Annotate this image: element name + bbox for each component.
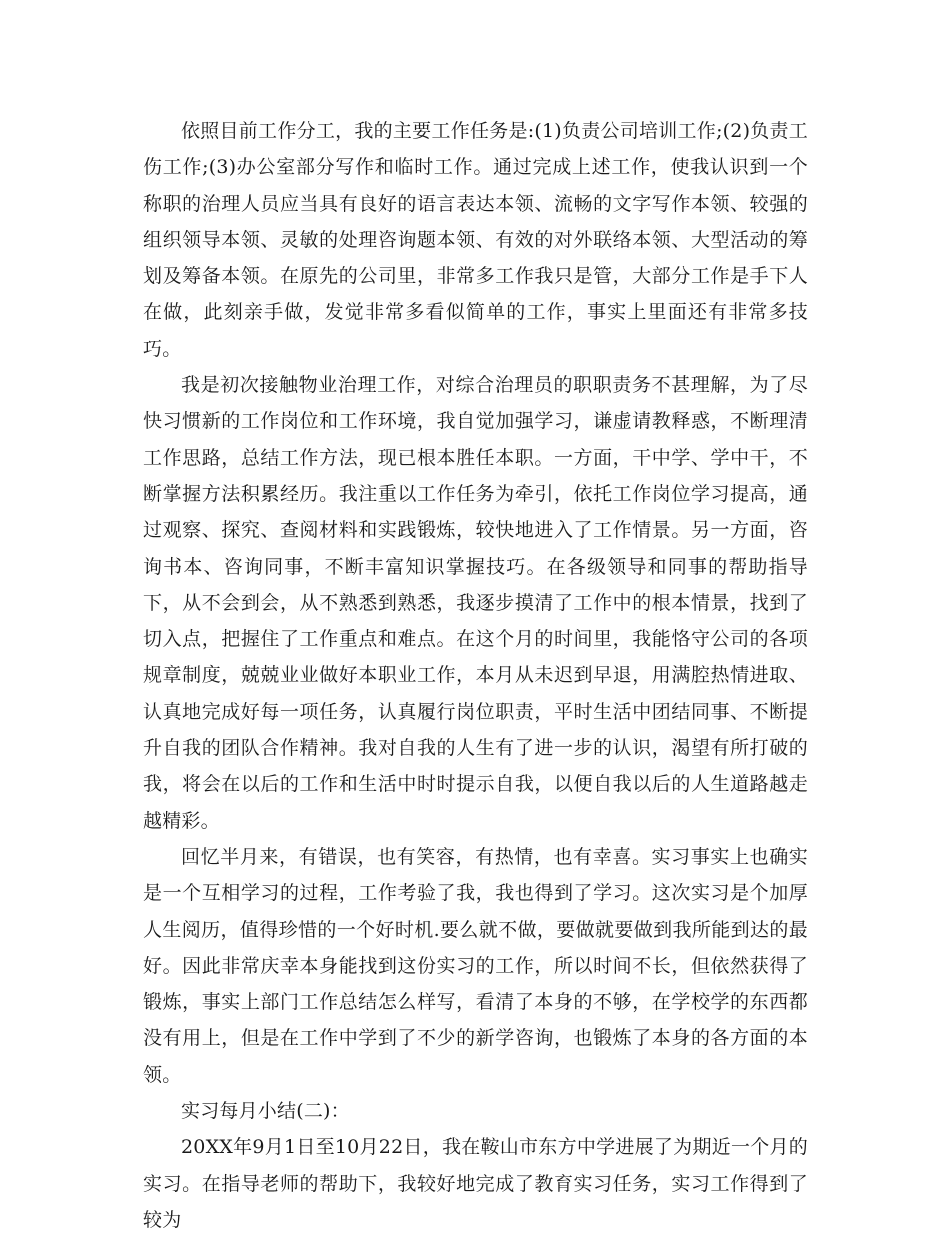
document-body: [143, 113, 808, 1238]
paragraph-learning-experience: 我是初次接触物业治理工作，对综合治理员的职职责务不甚理解，为了尽快习惯新的工作岗位和工作环境，我自觉加强学习，谦虚请教释惑，不断理清工作思路，总结工作方法，现已根本胜任本职。一方面，干中学、学中干，不断掌握方法积累经历。我注重以工作任务为牵引，依托工作岗位学习提高，通过观察、探究、查阅材料和实践锻炼，较快地进入了工作情景。另一方面，咨询书本、咨询同事，不断丰富知识掌握技巧。在各级领导和同事的帮助指导下，从不会到会，从不熟悉到熟悉，我逐步摸清了工作中的根本情景，找到了切入点，把握住了工作重点和难点。在这个月的时间里，我能恪守公司的各项规章制度，兢兢业业做好本职业工作，本月从未迟到早退，用满腔热情进取、认真地完成好每一项任务，认真履行岗位职责，平时生活中团结同事、不断提升自我的团队合作精神。我对自我的人生有了进一步的认识，渴望有所打破的我，将会在以后的工作和生活中时时提示自我，以便自我以后的人生道路越走越精彩。: [143, 374, 808, 832]
paragraph-work-division: 依照目前工作分工，我的主要工作任务是:(1)负责公司培训工作;(2)负责工伤工作;(3)办公室部分写作和临时工作。通过完成上述工作，使我认识到一个称职的治理人员应当具有良好的语言表达本领、流畅的文字写作本领、较强的组织领导本领、灵敏的处理咨询题本领、有效的对外联络本领、大型活动的筹划及筹备本领。在原先的公司里，非常多工作我只是管，大部分工作是手下人在做，此刻亲手做，发觉非常多看似简单的工作，事实上里面还有非常多技巧。: [143, 120, 808, 360]
paragraph-internship-intro: 20XX年9月1日至10月22日，我在鞍山市东方中学进展了为期近一个月的实习。在指导老师的帮助下，我较好地完成了教育实习任务，实习工作得到了较为: [143, 1136, 808, 1231]
section-heading: 实习每月小结(二)：: [181, 1100, 350, 1123]
paragraph-reflection: 回忆半月来，有错误，也有笑容，有热情，也有幸喜。实习事实上也确实是一个互相学习的过程，工作考验了我，我也得到了学习。这次实习是个加厚人生阅历，值得珍惜的一个好时机.要么就不做，要做就要做到我所能到达的最好。因此非常庆幸本身能找到这份实习的工作，所以时间不长，但依然获得了锻炼，事实上部门工作总结怎么样写，看清了本身的不够，在学校学的东西都没有用上，但是在工作中学到了不少的新学咨询，也锻炼了本身的各方面的本领。: [143, 845, 808, 1086]
